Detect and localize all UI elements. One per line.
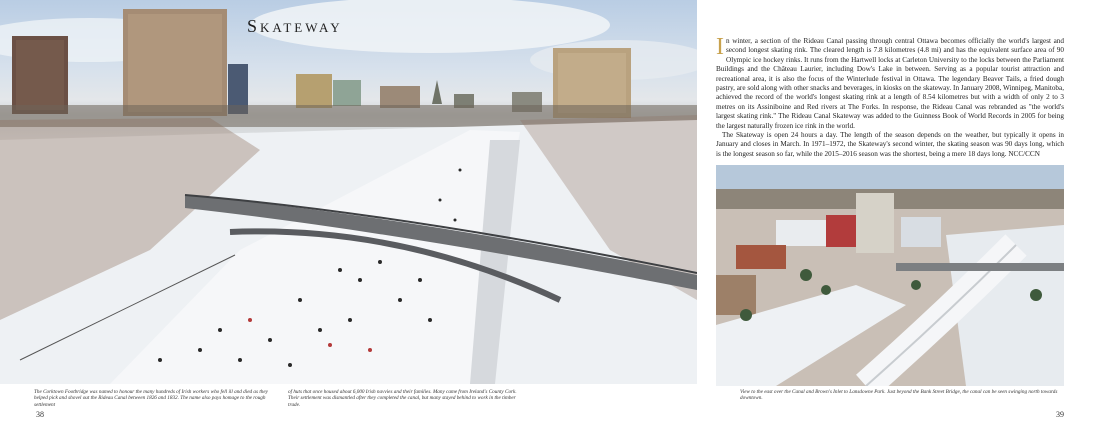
page-number-right: 39	[1056, 410, 1064, 419]
photo-caption-left-1: The Corktown Footbridge was named to honour the many hundreds of Irish workers who fell ill and died as they helped pick and shovel out the Rideau Canal between 1826 and 1832. The name also pays homage to the rough settlement	[34, 389, 268, 408]
paragraph-1-text: n winter, a section of the Rideau Canal passing through central Ottawa becomes officially the world's largest and second longest skating rink. The cleared length is 7.8 kilometres (4.8 mi) and has the equivalent surface area of 90 Olympic ice hockey rinks. It runs from the Hartwell locks at Carleton University to the locks between the Parliament Buildings and the Château Laurier, including Dow's Lake in between. Serving as a popular tourist attraction and recreational area, it is also the focus of the Winterlude festival in Ottawa. The legendary Beaver Tails, a fried dough pastry, are sold along with other snacks and beverages, in kiosks on the skateway. In January 2008, Winnipeg, Manitoba, achieved the record of the world's longest skating rink at a length of 8.54 kilometres but with a width of only 2 to 3 metres on its Assiniboine and Red rivers at The Forks. In response, the Rideau Canal was rebranded as "the world's largest skating rink." The Rideau Canal Skateway was added to the Guinness Book of World Records in 2005 for being the largest naturally frozen ice rink in the world.	[716, 37, 1064, 130]
photo-caption-left-2: of huts that once housed about 6,000 Irish navvies and their families. Many came from Ireland's County Cork. Their settlement was dismantled after they completed the canal, but many stayed behind to work in the timber trade.	[288, 389, 517, 408]
article-body	[716, 34, 1064, 159]
page-title: Skateway	[247, 16, 343, 36]
drop-cap: I	[716, 34, 724, 60]
paragraph-1	[716, 34, 1064, 131]
aerial-photo-right	[716, 165, 1064, 386]
aerial-lansdowne-illustration	[716, 165, 1064, 386]
paragraph-2: The Skateway is open 24 hours a day. The length of the season depends on the weather, but typically it opens in January and closes in March. In 1971–1972, the Skateway's second winter, the skating season was 90 days long, which is the longest season so far, while the 2015–2016 season was the shortest, being a mere 18 days long. NCC/CCN	[716, 131, 1064, 158]
photo-caption-right: View to the east over the Canal and Brown's Inlet to Lansdowne Park. Just beyond the Bank Street Bridge, the canal can be seen swinging north towards downtown.	[740, 389, 1058, 402]
page-number-left: 38	[36, 410, 44, 419]
